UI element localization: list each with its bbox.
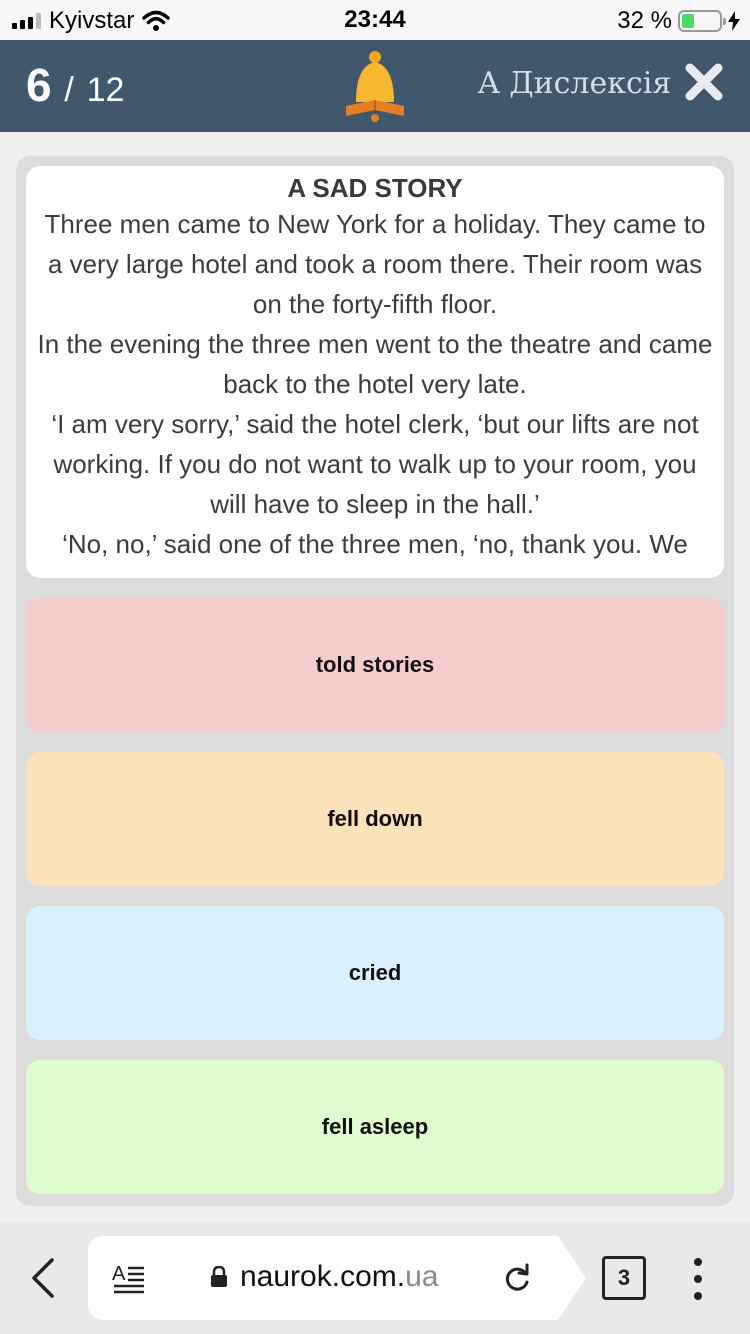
charging-bolt-icon — [728, 11, 740, 31]
browser-toolbar — [0, 1222, 750, 1334]
story-card[interactable] — [26, 166, 724, 578]
story-paragraph: Three men came to New York for a holiday. They came to a very large hotel and took a room there. Their room was on the forty-fifth floor. — [44, 209, 706, 319]
carrier-label: Kyivstar — [49, 7, 135, 34]
tabs-button[interactable]: 3 — [602, 1256, 646, 1300]
battery-percent: 32 % — [617, 7, 672, 34]
close-icon[interactable] — [684, 62, 724, 102]
url-tld: ua — [405, 1260, 439, 1293]
reload-icon[interactable] — [502, 1262, 532, 1294]
current-question: 6 — [26, 59, 52, 111]
url-text — [240, 1260, 438, 1294]
bell-book-icon[interactable] — [344, 50, 406, 122]
answer-option[interactable]: fell asleep — [26, 1060, 724, 1194]
status-right — [617, 7, 740, 35]
dyslexia-toggle[interactable]: A Дислексія — [478, 66, 672, 101]
total-questions: 12 — [86, 71, 125, 109]
svg-text:A: A — [112, 1263, 126, 1285]
story-paragraph: ‘I am very sorry,’ said the hotel clerk, ‘but our lifts are not working. If you do not want to walk up to your room, you will have to sleep in the hall.’ — [51, 409, 699, 519]
back-arrow-icon[interactable] — [28, 1256, 58, 1300]
reader-mode-icon[interactable] — [112, 1262, 146, 1294]
answer-option[interactable]: cried — [26, 906, 724, 1040]
story-title: A SAD STORY — [287, 173, 463, 203]
more-menu-icon[interactable] — [690, 1258, 706, 1300]
status-bar — [0, 0, 750, 40]
address-bar[interactable] — [88, 1236, 558, 1320]
lock-icon — [210, 1266, 228, 1288]
story-paragraph: In the evening the three men went to the theatre and came back to the hotel very late. — [37, 329, 713, 399]
battery-icon — [678, 10, 722, 32]
answer-option[interactable]: fell down — [26, 752, 724, 886]
url-domain: naurok.com. — [240, 1260, 406, 1293]
clock: 23:44 — [344, 6, 406, 33]
answer-option[interactable]: told stories — [26, 598, 724, 732]
story-paragraph: ‘No, no,’ said one of the three men, ‘no, thank you. We — [62, 529, 688, 559]
progress-separator: / — [64, 71, 74, 109]
question-progress — [26, 58, 124, 112]
quiz-header — [0, 40, 750, 132]
